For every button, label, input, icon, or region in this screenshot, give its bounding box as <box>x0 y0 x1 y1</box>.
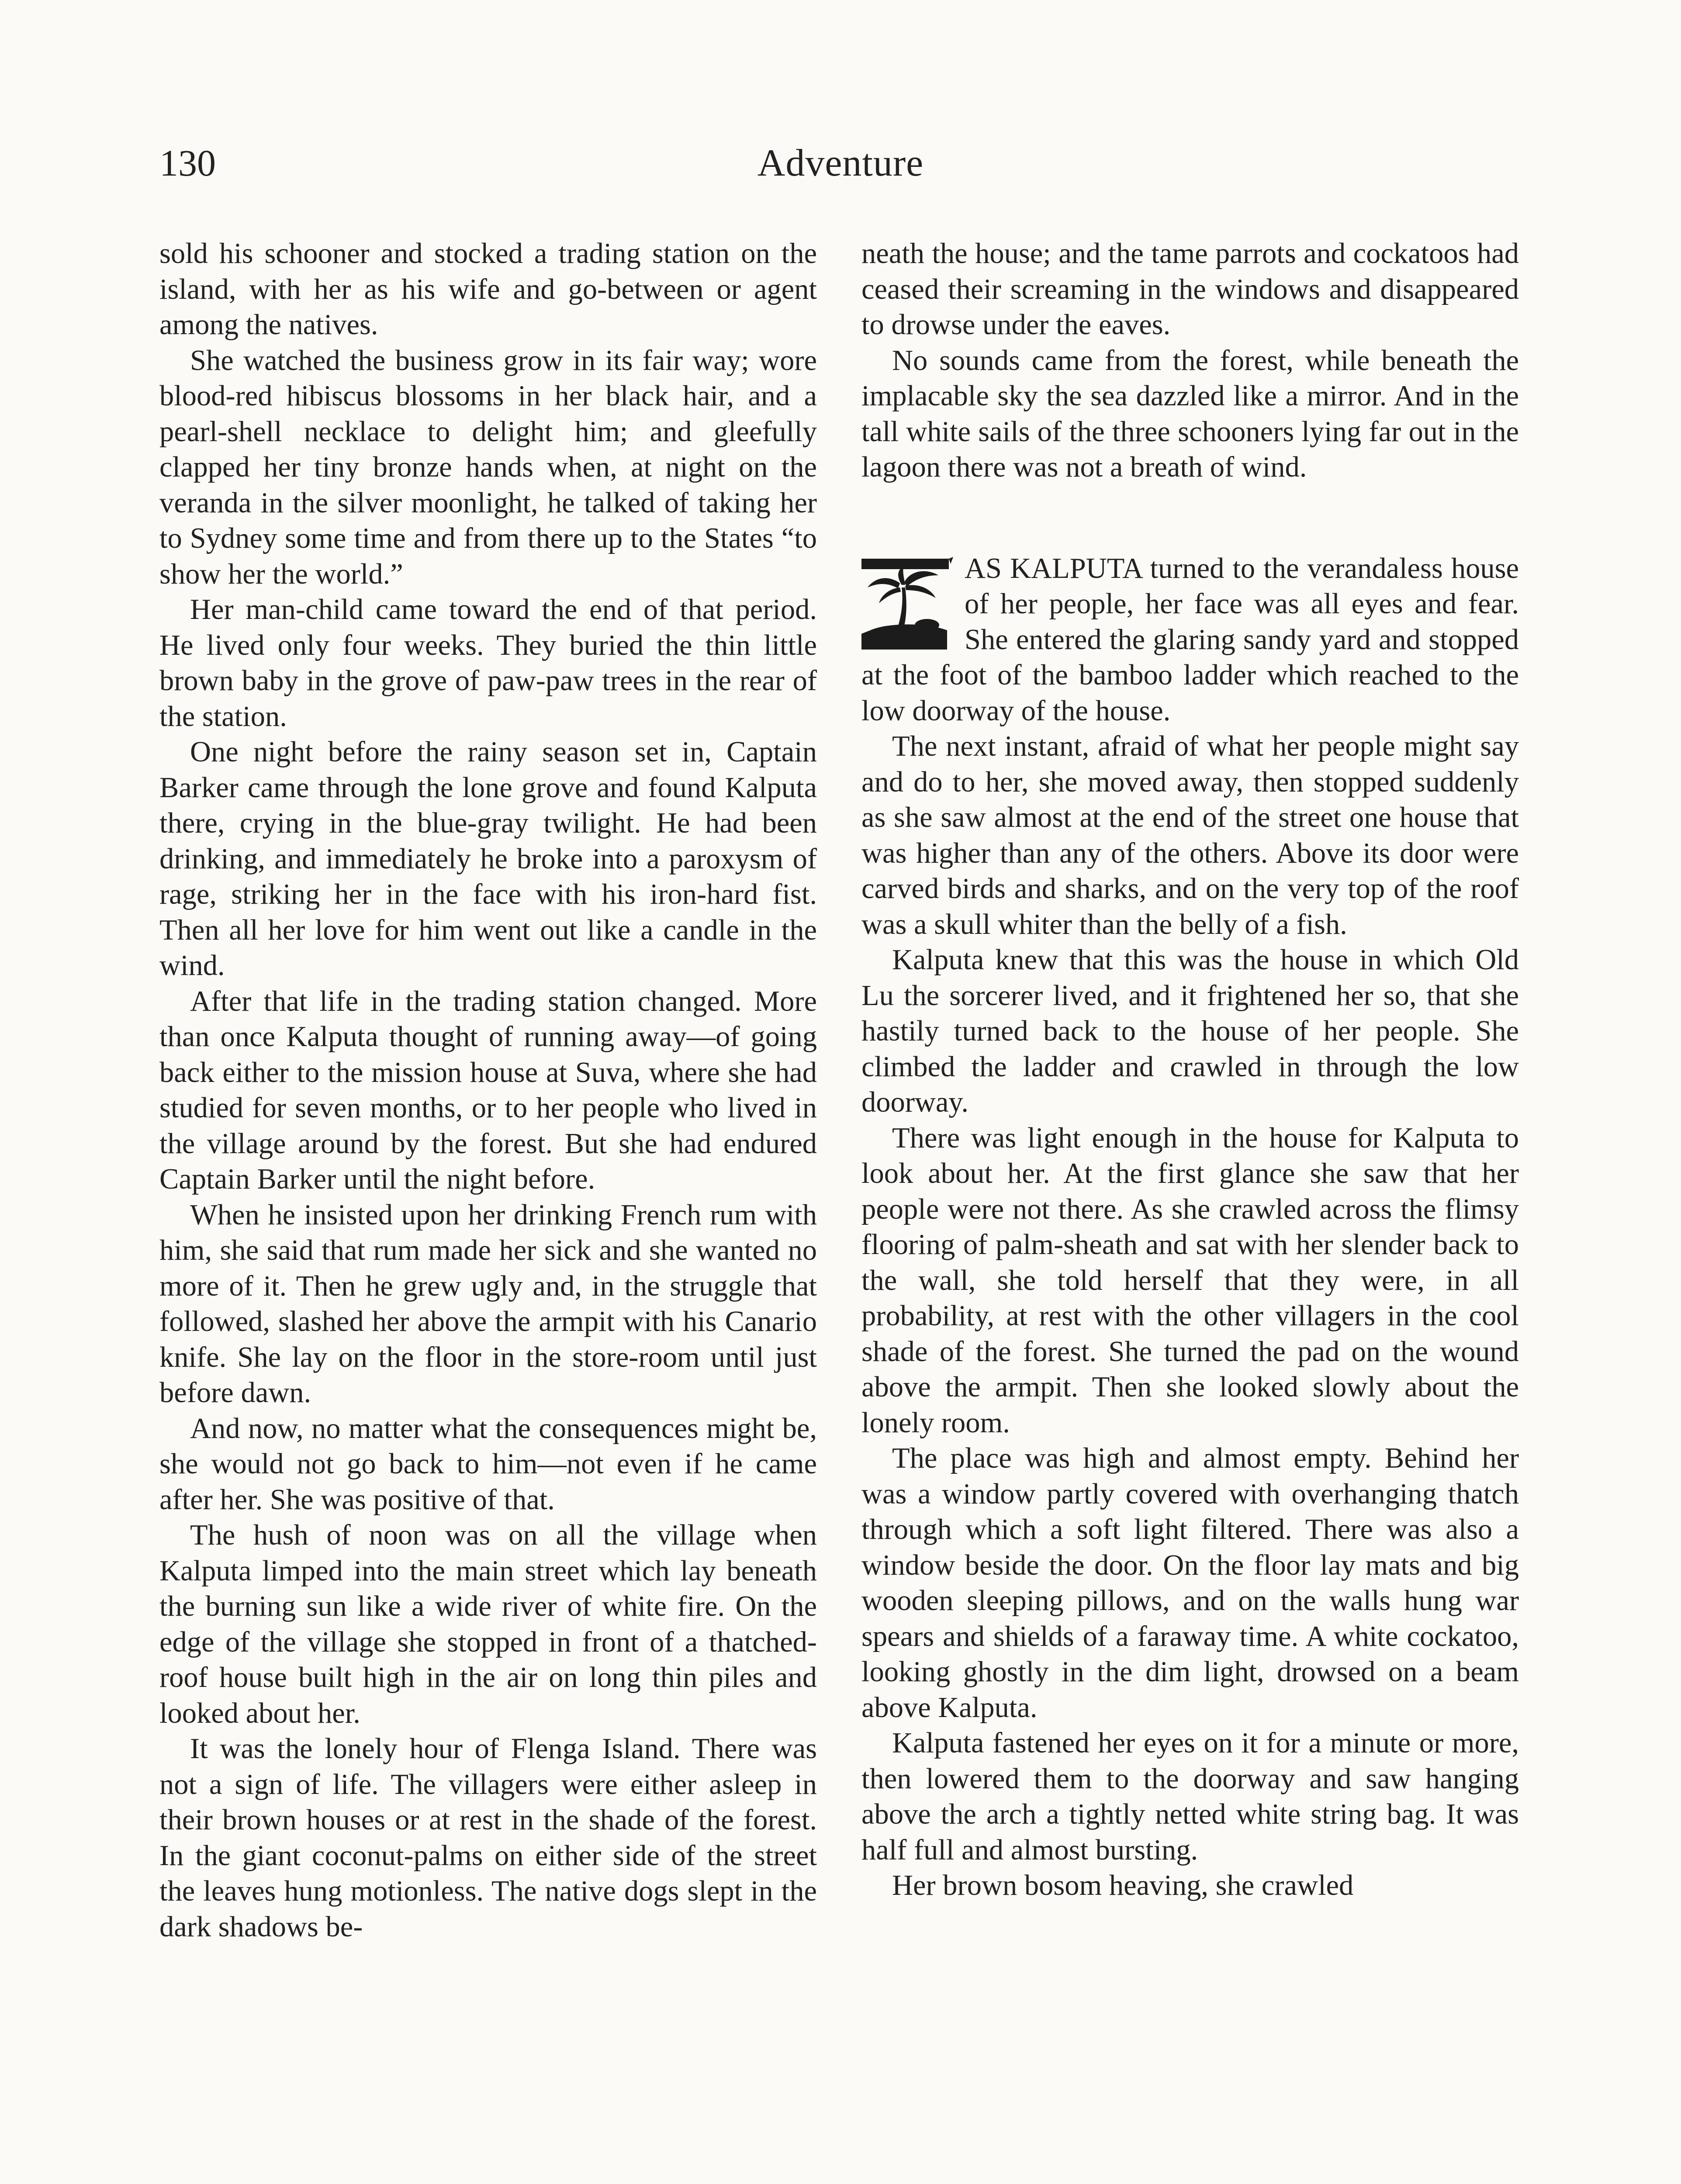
page-number: 130 <box>159 142 216 184</box>
paragraph: neath the house; and the tame parrots and cockatoos had ceased their screaming in the windows and disappeared to drowse under the eaves. <box>861 238 1519 341</box>
paragraph: One night before the rainy season set in, Captain Barker came through the lone grove and found Kalputa there, crying in the blue-gray twilight. He had been drinking, and immediately he broke into a paroxysm of rage, striking her in the face with his iron-hard fist. Then all her love for him went out like a candle in the wind. <box>159 736 817 981</box>
left-column <box>159 236 817 1945</box>
paragraph: No sounds came from the forest, while beneath the implacable sky the sea dazzled like a mirror. And in the tall white sails of the three schooners lying far out in the lagoon there was not a breath of wind. <box>861 344 1519 483</box>
running-head: Adventure <box>757 142 924 184</box>
paragraph: She watched the business grow in its fair way; wore blood-red hibiscus blossoms in her black hair, and a pearl-shell necklace to delight him; and gleefully clapped her tiny bronze hands when, at night on the veranda in the silver moonlight, he talked of taking her to Sydney some time and from there up to the States “to show her the world.” <box>159 344 817 590</box>
right-column <box>861 236 1519 1904</box>
paragraph: The next instant, afraid of what her people might say and do to her, she moved away, then stopped suddenly as she saw almost at the end of the street one house that was higher than any of the others. Above its door were carved birds and sharks, and on the very top of the roof was a skull whiter than the belly of a fish. <box>861 730 1519 940</box>
paragraph: Kalputa fastened her eyes on it for a minute or more, then lowered them to the doorway and saw hanging above the arch a tightly netted white string bag. It was half full and almost bursting. <box>861 1727 1519 1866</box>
paragraph: Her brown bosom heaving, she crawled <box>892 1870 1354 1901</box>
paragraph: Her man-child came toward the end of that period. He lived only four weeks. They buried the thin little brown baby in the grove of paw-paw trees in the rear of the station. <box>159 594 817 733</box>
paragraph: The place was high and almost empty. Behind her was a window partly covered with overhanging thatch through which a soft light filtered. There was also a window beside the door. On the floor lay mats and big wooden sleeping pillows, and on the walls hung war spears and shields of a faraway time. A white cockatoo, looking ghostly in the dim light, drowsed on a beam above Kalputa. <box>861 1442 1519 1724</box>
paragraph: It was the lonely hour of Flenga Island. There was not a sign of life. The villagers were either asleep in their brown houses or at rest in the shade of the forest. In the giant coconut-palms on either side of the street the leaves hung motionless. The native dogs slept in the dark shadows be- <box>159 1733 817 1943</box>
paragraph: And now, no matter what the consequences might be, she would not go back to him—not even if he came after her. She was positive of that. <box>159 1412 817 1516</box>
paragraph: When he insisted upon her drinking French rum with him, she said that rum made her sick and she wanted no more of it. Then he grew ugly and, in the struggle that followed, slashed her above the armpit with his Canario knife. She lay on the floor in the store-room until just before dawn. <box>159 1199 817 1409</box>
paragraph: Kalputa knew that this was the house in which Old Lu the sorcerer lived, and it frightened her so, that she hastily turned back to the house of her people. She climbed the ladder and crawled in through the low doorway. <box>861 944 1519 1118</box>
paragraph: After that life in the trading station changed. More than once Kalputa thought of running away—of going back either to the mission house at Suva, where she had studied for seven months, or to her people who lived in the village around by the forest. But she had endured Captain Barker until the night before. <box>159 985 817 1195</box>
section-opening-paragraph: AS KALPUTA turned to the verandaless house of her people, her face was all eyes and fear. She entered the glaring sandy yard and stopped at the foot of the bamboo ladder which reached to the low doorway of the house. <box>861 552 1519 727</box>
paragraph: sold his schooner and stocked a trading station on the island, with her as his wife and go-between or agent among the natives. <box>159 238 817 341</box>
palm-island-icon <box>861 557 953 650</box>
paragraph: There was light enough in the house for Kalputa to look about her. At the first glance she saw that her people were not there. As she crawled across the flimsy flooring of palm-sheath and sat with her slender back to the wall, she told herself that they were, in all probability, at rest with the other villagers in the cool shade of the forest. She turned the pad on the wound above the armpit. Then she looked slowly about the lonely room. <box>861 1122 1519 1439</box>
paragraph: The hush of noon was on all the village when Kalputa limped into the main street which lay beneath the burning sun like a wide river of white fire. On the edge of the village she stopped in front of a thatched-roof house built high in the air on long thin piles and looked about her. <box>159 1519 817 1729</box>
section-break <box>861 485 1519 551</box>
